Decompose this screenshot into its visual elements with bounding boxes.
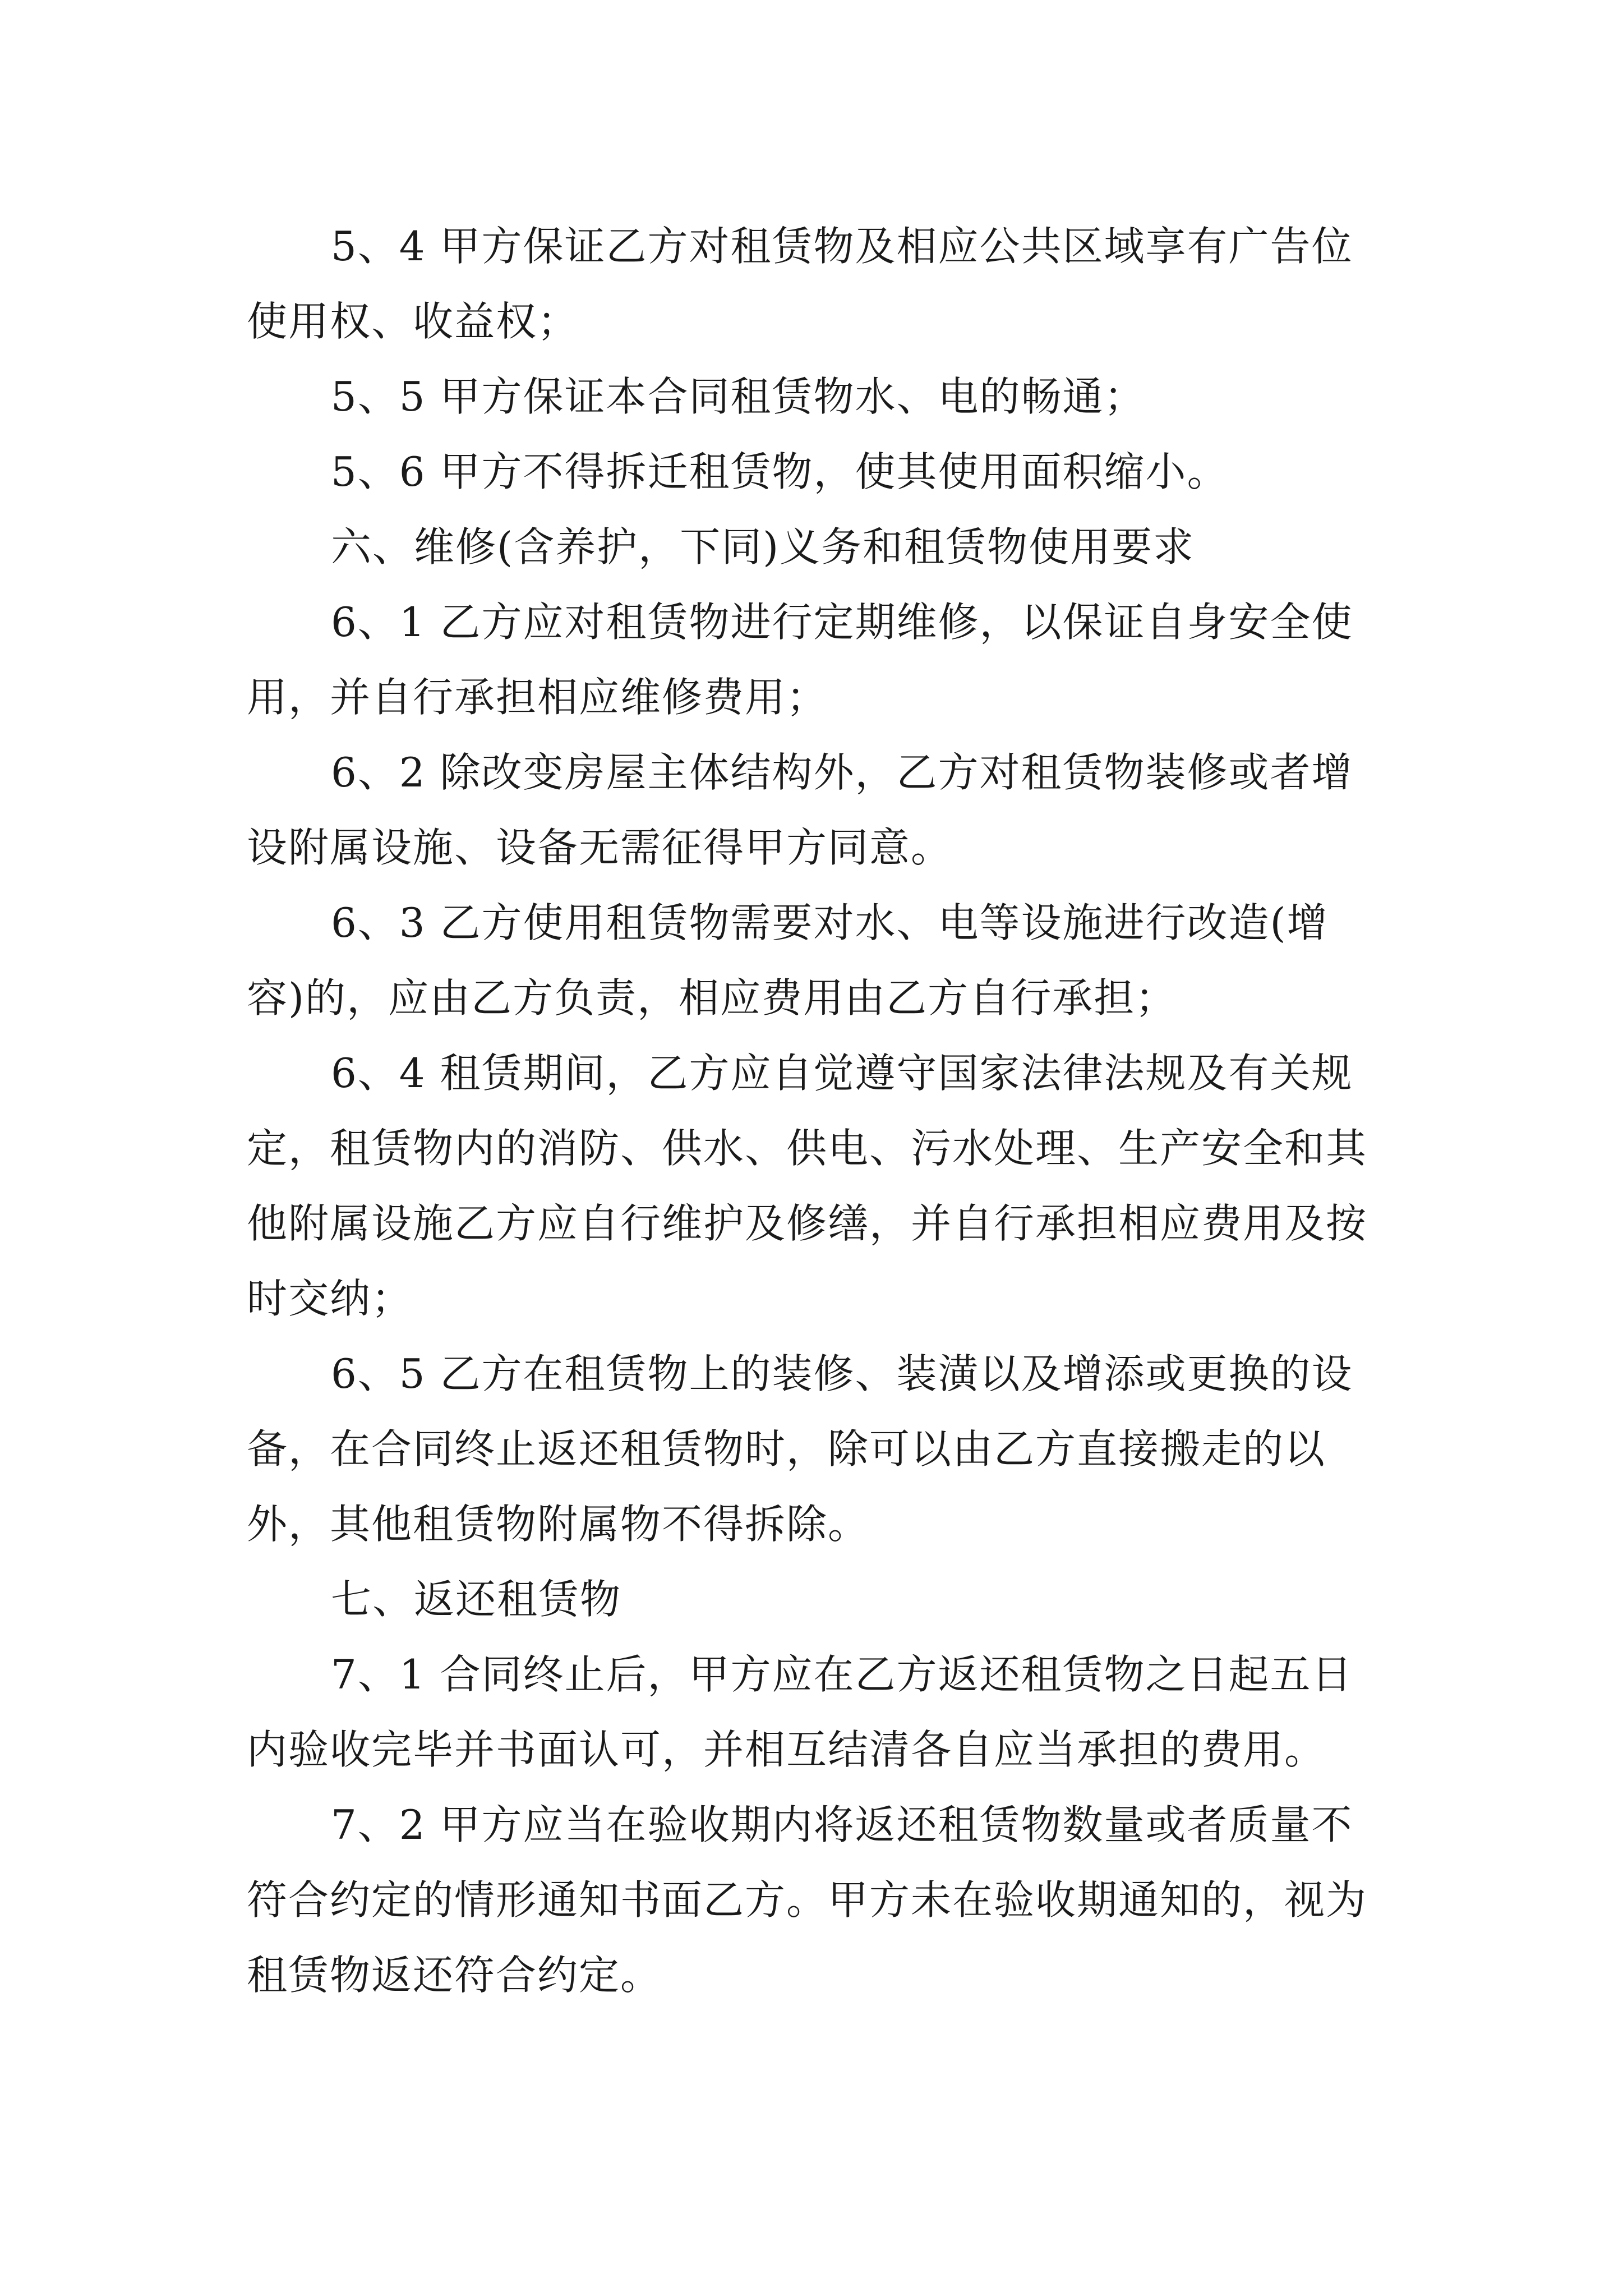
clause-7-1: 7、1 合同终止后，甲方应在乙方返还租赁物之日起五日内验收完毕并书面认可，并相互结清各自应当承担的费用。 (247, 1651, 1353, 1773)
clause-6-4: 6、4 租赁期间，乙方应自觉遵守国家法律法规及有关规定，租赁物内的消防、供水、供电、污水处理、生产安全和其他附属设施乙方应自行维护及修缮，并自行承担相应费用及按时交纳； (247, 1050, 1368, 1322)
clause-6-3: 6、3 乙方使用租赁物需要对水、电等设施进行改造(增容)的，应由乙方负责，相应费用由乙方自行承担； (247, 899, 1329, 1022)
clause-6-1: 6、1 乙方应对租赁物进行定期维修，以保证自身安全使用，并自行承担相应维修费用； (247, 599, 1353, 721)
clause-6-5: 6、5 乙方在租赁物上的装修、装潢以及增添或更换的设备，在合同终止返还租赁物时，除可以由乙方直接搬走的以外，其他租赁物附属物不得拆除。 (247, 1350, 1353, 1548)
clause-6-2: 6、2 除改变房屋主体结构外，乙方对租赁物装修或者增设附属设施、设备无需征得甲方同意。 (247, 749, 1353, 871)
clause-5-4: 5、4 甲方保证乙方对租赁物及相应公共区域享有广告位使用权、收益权； (247, 223, 1353, 345)
document-body (247, 209, 1368, 2013)
section-heading-6: 六、维修(含养护，下同)义务和租赁物使用要求 (331, 523, 1195, 570)
clause-5-5: 5、5 甲方保证本合同租赁物水、电的畅通； (331, 373, 1146, 420)
clause-5-6: 5、6 甲方不得拆迁租赁物，使其使用面积缩小。 (331, 448, 1229, 495)
section-heading-7: 七、返还租赁物 (331, 1576, 622, 1623)
clause-7-2: 7、2 甲方应当在验收期内将返还租赁物数量或者质量不符合约定的情形通知书面乙方。甲方未在验收期通知的，视为租赁物返还符合约定。 (247, 1801, 1368, 1999)
